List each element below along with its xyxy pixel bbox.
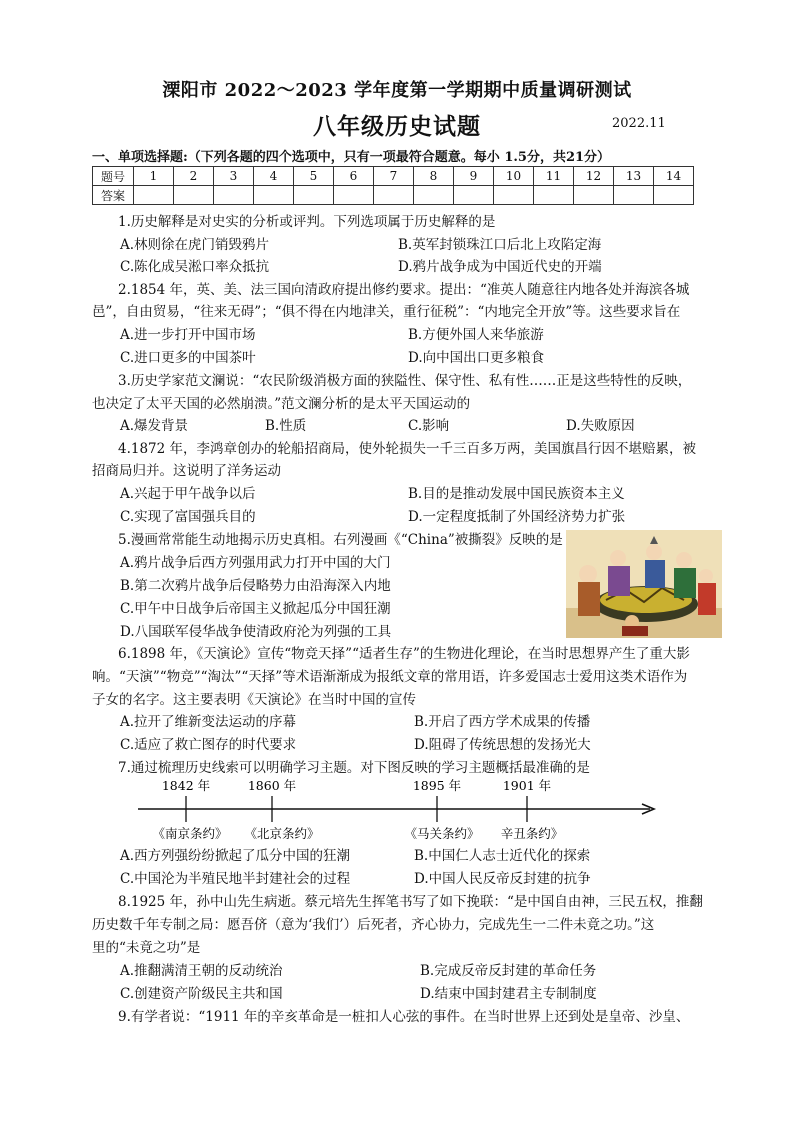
table-cell-number: 1 <box>134 167 174 186</box>
exam-subtitle: 八年级历史试题 <box>313 113 481 140</box>
answer-cell[interactable] <box>374 186 414 205</box>
question-1-option-d: D.鸦片战争成为中国近代史的开端 <box>398 259 602 275</box>
answer-cell[interactable] <box>134 186 174 205</box>
question-1-option-b: B.英军封锁珠江口后北上攻陷定海 <box>398 237 602 253</box>
question-7-stem: 7.通过梳理历史线索可以明确学习主题。对下图反映的学习主题概括最准确的是 <box>118 760 590 776</box>
question-2-option-c: C.进口更多的中国茶叶 <box>120 350 256 366</box>
question-4-option-a: A.兴起于甲午战争以后 <box>120 486 256 502</box>
question-5-stem: 5.漫画常常能生动地揭示历史真相。右列漫画《“China”被撕裂》反映的是 <box>118 532 563 548</box>
question-8-stem-line-2: 历史数千年专制之局：愿吾侪（意为‘我们’）后死者，齐心协力，完成先生一二件未竟之功。”这 <box>92 917 655 933</box>
question-4-stem-line-1: 4.1872 年，李鸿章创办的轮船招商局，使外轮损失一千三百多万两，美国旗昌行因不堪赔累，被 <box>118 441 697 457</box>
china-torn-cartoon-image <box>566 530 722 638</box>
question-7-option-b: B.中国仁人志士近代化的探索 <box>414 848 591 864</box>
question-4-option-d: D.一定程度抵制了外国经济势力扩张 <box>408 509 626 525</box>
table-cell-number: 7 <box>374 167 414 186</box>
question-4-option-c: C.实现了富国强兵目的 <box>120 509 256 525</box>
question-2-stem-line-2: 邑”，自由贸易，“往来无碍”；“俱不得在内地津关，重行征税”：“内地完全开放”等。这些要求旨在 <box>92 304 681 320</box>
question-5-option-b: B.第二次鸦片战争后侵略势力由沿海深入内地 <box>120 578 391 594</box>
question-6-stem-line-3: 子女的名字。这主要表明《天演论》在当时中国的宣传 <box>92 692 416 708</box>
answer-table-number-row <box>93 167 694 186</box>
timeline-year: 1901 年 <box>502 778 552 793</box>
question-7-option-c: C.中国沦为半殖民地半封建社会的过程 <box>120 871 351 887</box>
question-1-stem: 1.历史解释是对史实的分析或评判。下列选项属于历史解释的是 <box>118 214 496 230</box>
question-3-option-c: C.影响 <box>408 418 450 434</box>
question-6-stem-line-2: 响。“天演”“物竞”“淘汰”“天择”等术语渐渐成为报纸文章的常用语，许多爱国志士爱用这类术语作为 <box>92 669 688 685</box>
question-8-stem-line-1: 8.1925 年，孙中山先生病逝。蔡元培先生挥笔书写了如下挽联：“是中国自由神，三民五权，推翻 <box>118 894 703 910</box>
question-8-stem-line-3: 里的“未竟之功”是 <box>92 940 201 956</box>
question-1-option-c: C.陈化成吴淞口率众抵抗 <box>120 259 270 275</box>
answer-cell[interactable] <box>574 186 614 205</box>
table-cell-number: 3 <box>214 167 254 186</box>
question-3-option-b: B.性质 <box>265 418 307 434</box>
table-cell-number: 13 <box>614 167 654 186</box>
table-cell-number: 2 <box>174 167 214 186</box>
answer-cell[interactable] <box>414 186 454 205</box>
question-6-option-a: A.拉开了维新变法运动的序幕 <box>120 714 297 730</box>
table-cell-number: 10 <box>494 167 534 186</box>
question-6-stem-line-1: 6.1898 年，《天演论》宣传“物竞天择”“适者生存”的生物进化理论，在当时思想界产生了重大影 <box>118 646 690 662</box>
answer-table-answer-row <box>93 186 694 205</box>
question-6-option-b: B.开启了西方学术成果的传播 <box>414 714 591 730</box>
table-row-label: 题号 <box>93 167 134 186</box>
question-1-option-a: A.林则徐在虎门销毁鸦片 <box>120 237 270 253</box>
question-6-option-c: C.适应了救亡图存的时代要求 <box>120 737 297 753</box>
question-4-stem-line-2: 招商局归并。这说明了洋务运动 <box>92 463 281 479</box>
question-5-option-d: D.八国联军侵华战争使清政府沦为列强的工具 <box>120 624 392 640</box>
answer-cell[interactable] <box>534 186 574 205</box>
table-cell-number: 14 <box>654 167 694 186</box>
treaty-timeline <box>120 776 680 856</box>
question-5-option-a: A.鸦片战争后西方列强用武力打开中国的大门 <box>120 555 391 571</box>
exam-title: 溧阳市 2022～2023 学年度第一学期期中质量调研测试 <box>162 80 632 101</box>
question-9-stem-line-1: 9.有学者说：“1911 年的辛亥革命是一桩扣人心弦的事件。在当时世界上还到处是皇帝、沙皇、 <box>118 1009 690 1025</box>
exam-date: 2022.11 <box>612 116 666 131</box>
table-cell-number: 5 <box>294 167 334 186</box>
question-8-option-d: D.结束中国封建君主专制制度 <box>420 986 597 1002</box>
question-8-option-c: C.创建资产阶级民主共和国 <box>120 986 283 1002</box>
timeline-year: 1860 年 <box>247 778 297 793</box>
answer-cell[interactable] <box>654 186 694 205</box>
question-3-option-a: A.爆发背景 <box>120 418 189 434</box>
question-3-option-d: D.失败原因 <box>566 418 635 434</box>
answer-table <box>92 166 694 205</box>
question-2-option-d: D.向中国出口更多粮食 <box>408 350 545 366</box>
answer-cell[interactable] <box>214 186 254 205</box>
question-4-option-b: B.目的是推动发展中国民族资本主义 <box>408 486 625 502</box>
section-heading: 一、单项选择题:（下列各题的四个选项中，只有一项最符合题意。每小 1.5分，共21分） <box>92 150 611 165</box>
question-5-option-c: C.甲午中日战争后帝国主义掀起瓜分中国狂潮 <box>120 601 391 617</box>
question-8-option-b: B.完成反帝反封建的革命任务 <box>420 963 597 979</box>
answer-cell[interactable] <box>174 186 214 205</box>
question-8-option-a: A.推翻满清王朝的反动统治 <box>120 963 283 979</box>
question-2-option-a: A.进一步打开中国市场 <box>120 327 256 343</box>
table-cell-number: 11 <box>534 167 574 186</box>
table-cell-number: 6 <box>334 167 374 186</box>
question-7-option-d: D.中国人民反帝反封建的抗争 <box>414 871 591 887</box>
question-6-option-d: D.阻碍了传统思想的发扬光大 <box>414 737 591 753</box>
table-row-label: 答案 <box>93 186 134 205</box>
timeline-event: 《南京条约》 <box>152 826 228 841</box>
question-3-stem-line-1: 3.历史学家范文澜说：“农民阶级消极方面的狭隘性、保守性、私有性……正是这些特性的反映， <box>118 373 692 389</box>
timeline-year: 1895 年 <box>412 778 462 793</box>
table-cell-number: 9 <box>454 167 494 186</box>
timeline-event: 《马关条约》 <box>404 826 480 841</box>
timeline-year: 1842 年 <box>161 778 211 793</box>
question-2-stem-line-1: 2.1854 年，英、美、法三国向清政府提出修约要求。提出：“准英人随意往内地各处并海滨各城 <box>118 282 690 298</box>
answer-cell[interactable] <box>254 186 294 205</box>
answer-cell[interactable] <box>334 186 374 205</box>
question-2-option-b: B.方便外国人来华旅游 <box>408 327 544 343</box>
table-cell-number: 4 <box>254 167 294 186</box>
timeline-event: 《北京条约》 <box>244 826 320 841</box>
answer-cell[interactable] <box>454 186 494 205</box>
table-cell-number: 12 <box>574 167 614 186</box>
answer-cell[interactable] <box>294 186 334 205</box>
answer-cell[interactable] <box>614 186 654 205</box>
answer-cell[interactable] <box>494 186 534 205</box>
question-3-stem-line-2: 也决定了太平天国的必然崩溃。”范文澜分析的是太平天国运动的 <box>92 396 471 412</box>
table-cell-number: 8 <box>414 167 454 186</box>
question-7-option-a: A.西方列强纷纷掀起了瓜分中国的狂潮 <box>120 848 351 864</box>
timeline-event: 辛丑条约》 <box>500 826 564 841</box>
